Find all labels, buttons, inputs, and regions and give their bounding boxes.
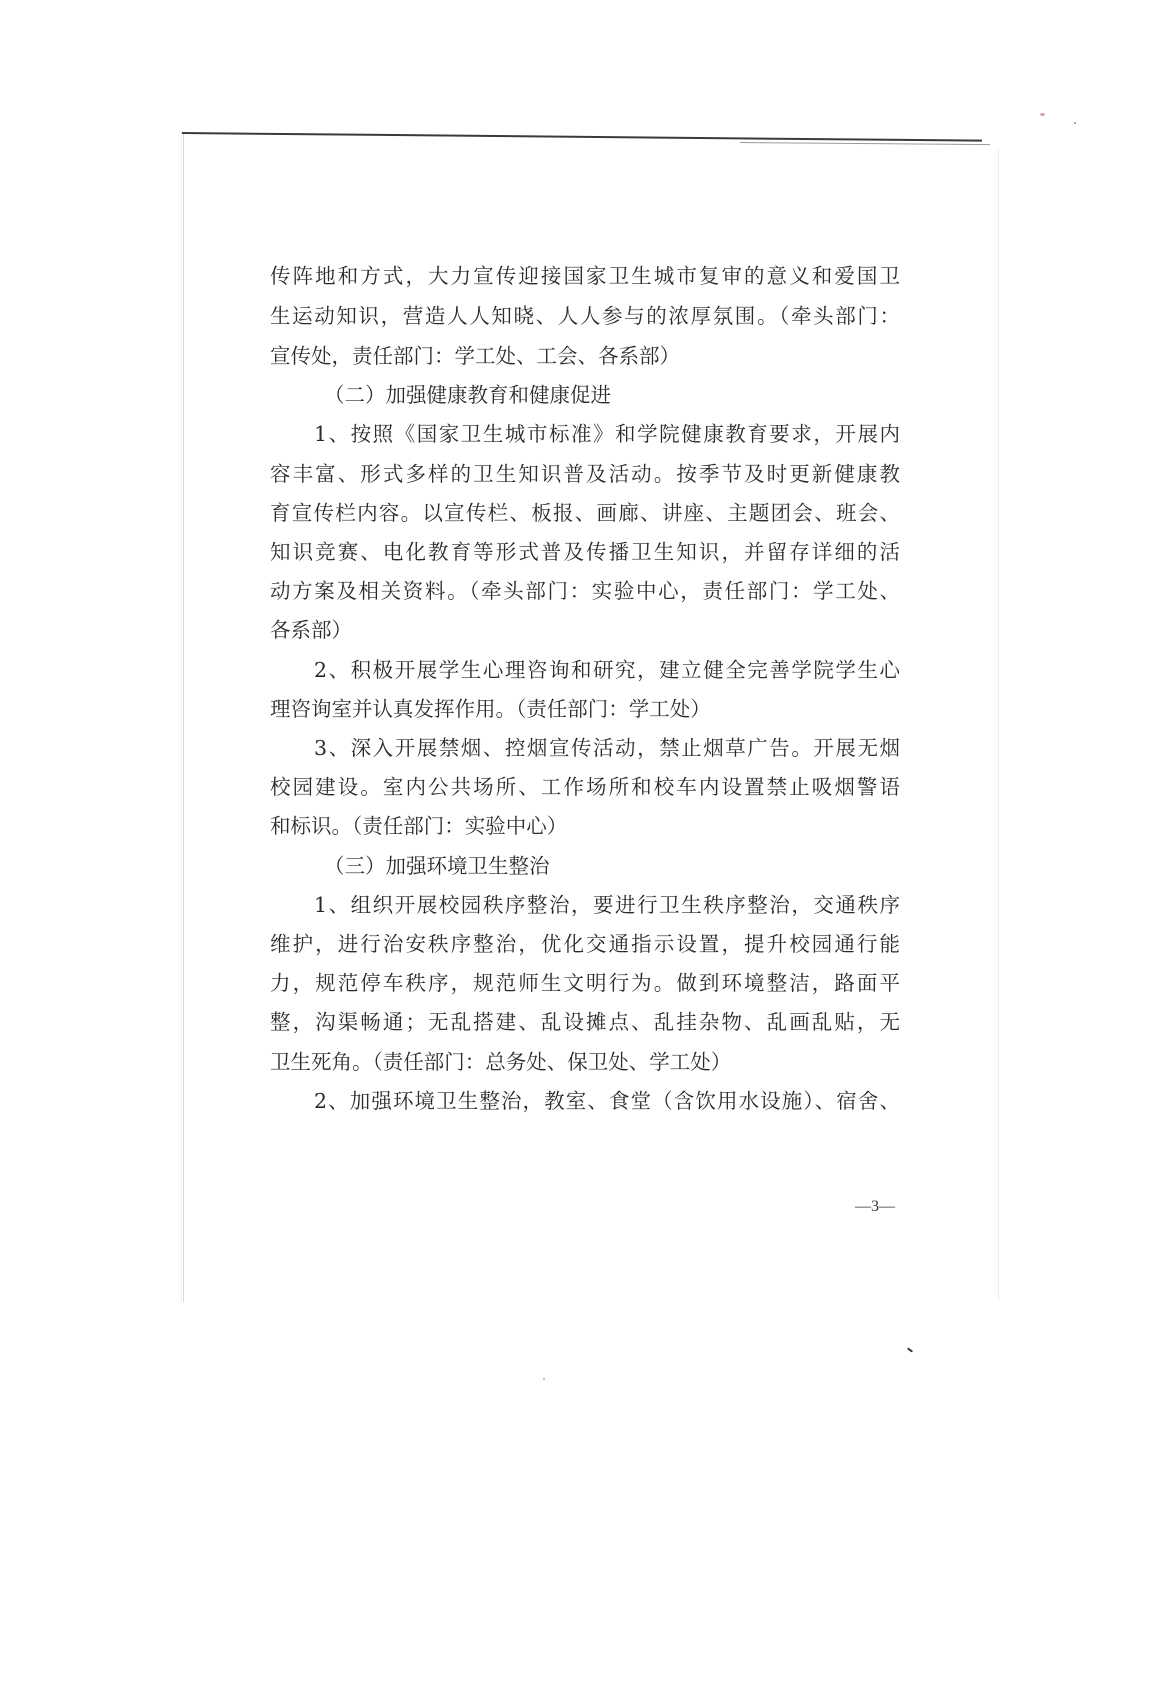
body-line: 生运动知识，营造人人知晓、人人参与的浓厚氛围。（牵头部门： — [270, 304, 900, 328]
body-line: 和标识。（责任部门：实验中心） — [270, 814, 568, 838]
body-line: 传阵地和方式，大力宣传迎接国家卫生城市复审的意义和爱国卫 — [270, 264, 900, 288]
body-line: 校园建设。室内公共场所、工作场所和校车内设置禁止吸烟警语 — [270, 775, 900, 799]
page-number: —3— — [855, 1198, 895, 1215]
body-line: 2、积极开展学生心理咨询和研究，建立健全完善学院学生心 — [314, 658, 900, 682]
body-line: 理咨询室并认真发挥作用。（责任部门：学工处） — [270, 697, 711, 721]
body-line: 维护，进行治安秩序整治，优化交通指示设置，提升校园通行能 — [270, 932, 900, 956]
body-line: 1、组织开展校园秩序整治，要进行卫生秩序整治，交通秩序 — [314, 893, 900, 917]
body-line: 各系部） — [270, 618, 352, 642]
scan-speck — [1040, 113, 1045, 116]
body-line: 整，沟渠畅通；无乱搭建、乱设摊点、乱挂杂物、乱画乱贴，无 — [270, 1010, 900, 1034]
page-left-edge — [183, 134, 184, 1302]
body-line: 3、深入开展禁烟、控烟宣传活动，禁止烟草广告。开展无烟 — [314, 736, 900, 760]
section-heading: （二）加强健康教育和健康促进 — [324, 383, 611, 407]
page-right-edge — [998, 150, 999, 1300]
body-line: 2、加强环境卫生整治，教室、食堂（含饮用水设施）、宿舍、 — [314, 1089, 900, 1113]
section-heading: （三）加强环境卫生整治 — [324, 854, 550, 878]
body-line: 宣传处，责任部门：学工处、工会、各系部） — [270, 344, 680, 368]
scan-speck — [543, 1378, 545, 1380]
body-line: 力，规范停车秩序，规范师生文明行为。做到环境整洁，路面平 — [270, 971, 900, 995]
body-line: 容丰富、形式多样的卫生知识普及活动。按季节及时更新健康教 — [270, 462, 900, 486]
body-line: 卫生死角。（责任部门：总务处、保卫处、学工处） — [270, 1050, 732, 1074]
body-line: 1、按照《国家卫生城市标准》和学院健康教育要求，开展内 — [314, 422, 900, 446]
body-line: 知识竞赛、电化教育等形式普及传播卫生知识，并留存详细的活 — [270, 540, 900, 564]
body-line: 育宣传栏内容。以宣传栏、板报、画廊、讲座、主题团会、班会、 — [270, 501, 900, 525]
body-line: 动方案及相关资料。（牵头部门：实验中心，责任部门：学工处、 — [270, 579, 900, 603]
scan-speck — [1074, 122, 1076, 124]
